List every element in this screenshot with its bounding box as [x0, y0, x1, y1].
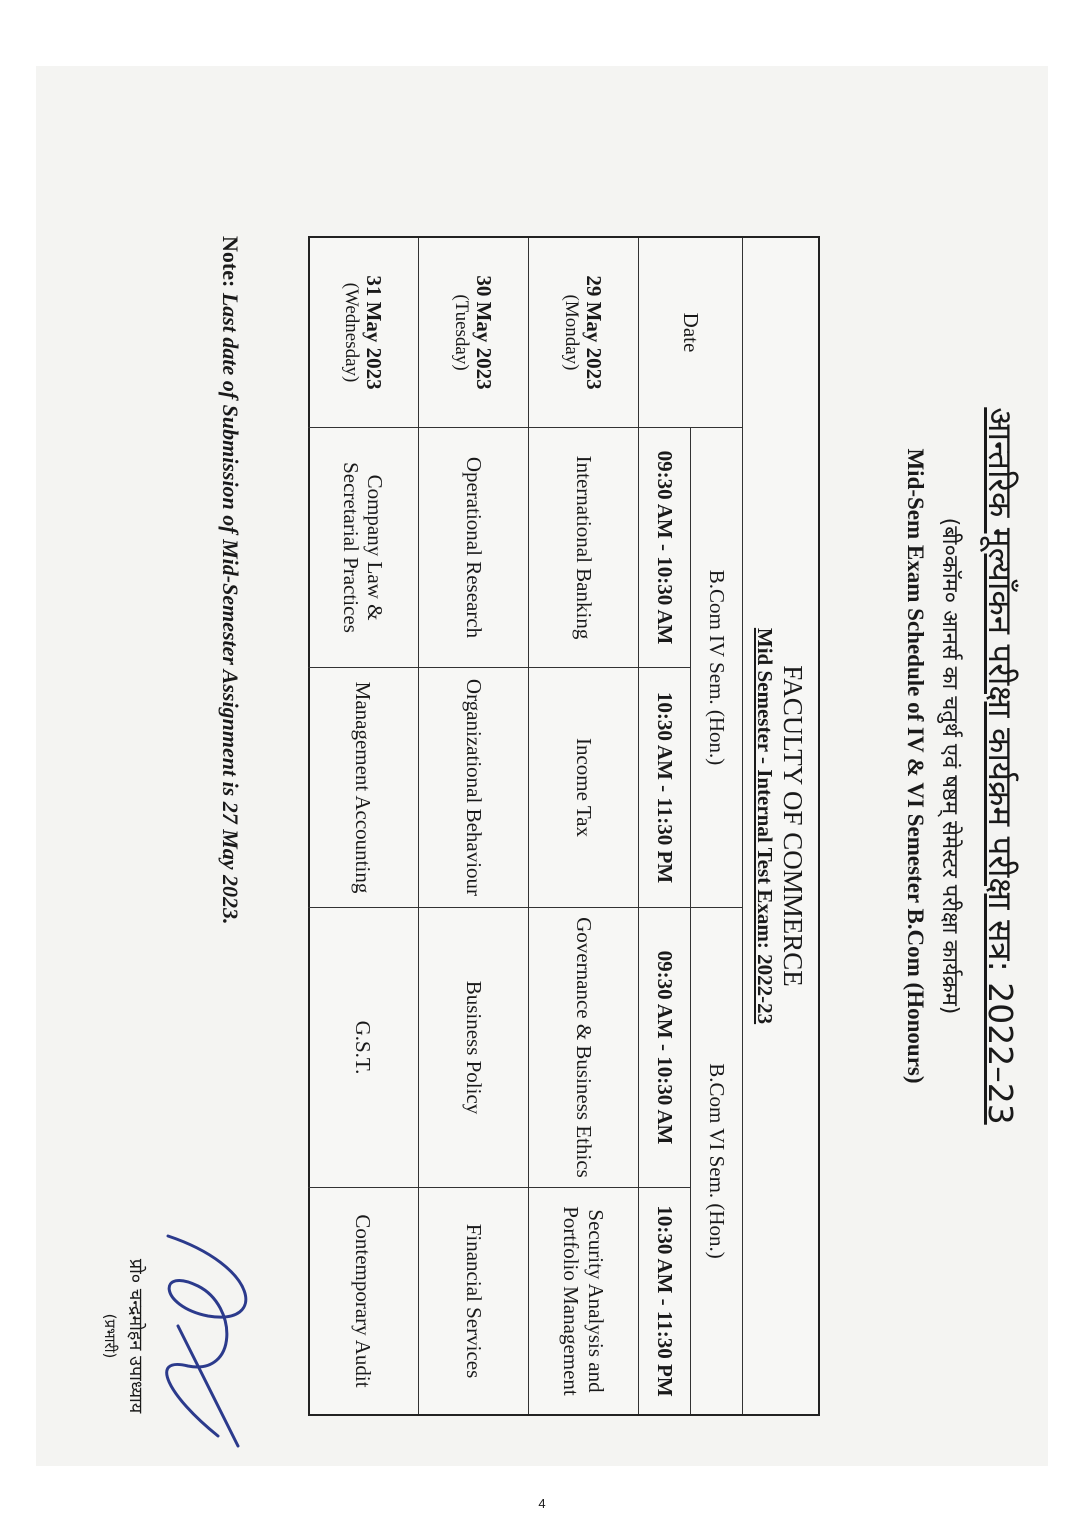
note-label: Note:: [218, 236, 243, 288]
subject-cell: International Banking: [529, 428, 638, 668]
sem4-header: B.Com IV Sem. (Hon.): [691, 428, 742, 908]
subject-cell: Business Policy: [419, 908, 528, 1188]
subject-cell: Governance & Business Ethics: [529, 908, 638, 1188]
date-cell: [419, 238, 528, 428]
table-row: [528, 238, 638, 1414]
subject-cell: Management Accounting: [308, 668, 418, 908]
subject-cell: Financial Services: [461, 1223, 486, 1379]
time-slot: 10:30 AM - 11:30 PM: [639, 668, 690, 908]
date-cell: [529, 238, 638, 428]
sem6-header: B.Com VI Sem. (Hon.): [704, 1063, 729, 1259]
date: 31 May 2023: [362, 275, 386, 390]
hindi-title: आन्तरिक मूल्यॉंकन परीक्षा कार्यक्रम परीक्षा सत्र: 2022–23: [981, 407, 1020, 1125]
exam-title: Mid Semester - Internal Test Exam: 2022-23: [753, 627, 778, 1025]
note-text: Last date of Submission of Mid-Semester Assignment is 27 May 2023.: [218, 292, 243, 925]
signatory-role: (प्रभारी): [101, 1313, 119, 1359]
time-slot: 09:30 AM - 10:30 AM: [639, 908, 690, 1188]
date: 30 May 2023: [472, 275, 497, 390]
subject-cell: Organizational Behaviour: [419, 668, 528, 908]
handwritten-signature: [128, 1206, 278, 1466]
subject-cell: Contemporary Audit: [351, 1214, 376, 1388]
hindi-subtitle: (बी०कॉम० आनर्स का चतुर्थ एवं षष्ठम् सेमेस्टर परीक्षा कार्यक्रम): [937, 517, 962, 1015]
signatory-name: प्रो० चन्द्रमोहन उपाध्याय: [125, 1258, 146, 1414]
submission-note: [217, 236, 243, 925]
table-row: [418, 238, 528, 1414]
time-slot: 10:30 AM - 11:30 PM: [652, 1205, 677, 1397]
exam-schedule-table: [308, 236, 820, 1416]
day: (Monday): [561, 294, 583, 371]
day: (Wednesday): [340, 282, 362, 383]
subject-cell: Security Analysis and Portfolio Management: [559, 1206, 608, 1396]
subject-cell: Operational Research: [419, 428, 528, 668]
rotated-content: [36, 66, 1048, 1466]
subject-cell: G.S.T.: [308, 908, 418, 1188]
table-title-row: [742, 238, 818, 1414]
subject-cell: Company Law & Secretarial Practices: [308, 428, 418, 668]
semester-header-row: [678, 238, 742, 1414]
date: 29 May 2023: [582, 275, 607, 390]
table-row: [308, 238, 418, 1414]
page-number: 4: [538, 1496, 546, 1511]
day: (Tuesday): [451, 294, 473, 371]
time-slot: 09:30 AM - 10:30 AM: [639, 428, 690, 668]
english-subtitle: Mid-Sem Exam Schedule of IV & VI Semester B.Com (Honours): [903, 448, 928, 1084]
date-header: Date: [638, 238, 742, 428]
date-cell: [308, 238, 418, 428]
subject-cell: Income Tax: [529, 668, 638, 908]
scanned-page: [36, 66, 1048, 1466]
faculty-title: FACULTY OF COMMERCE: [778, 665, 809, 987]
